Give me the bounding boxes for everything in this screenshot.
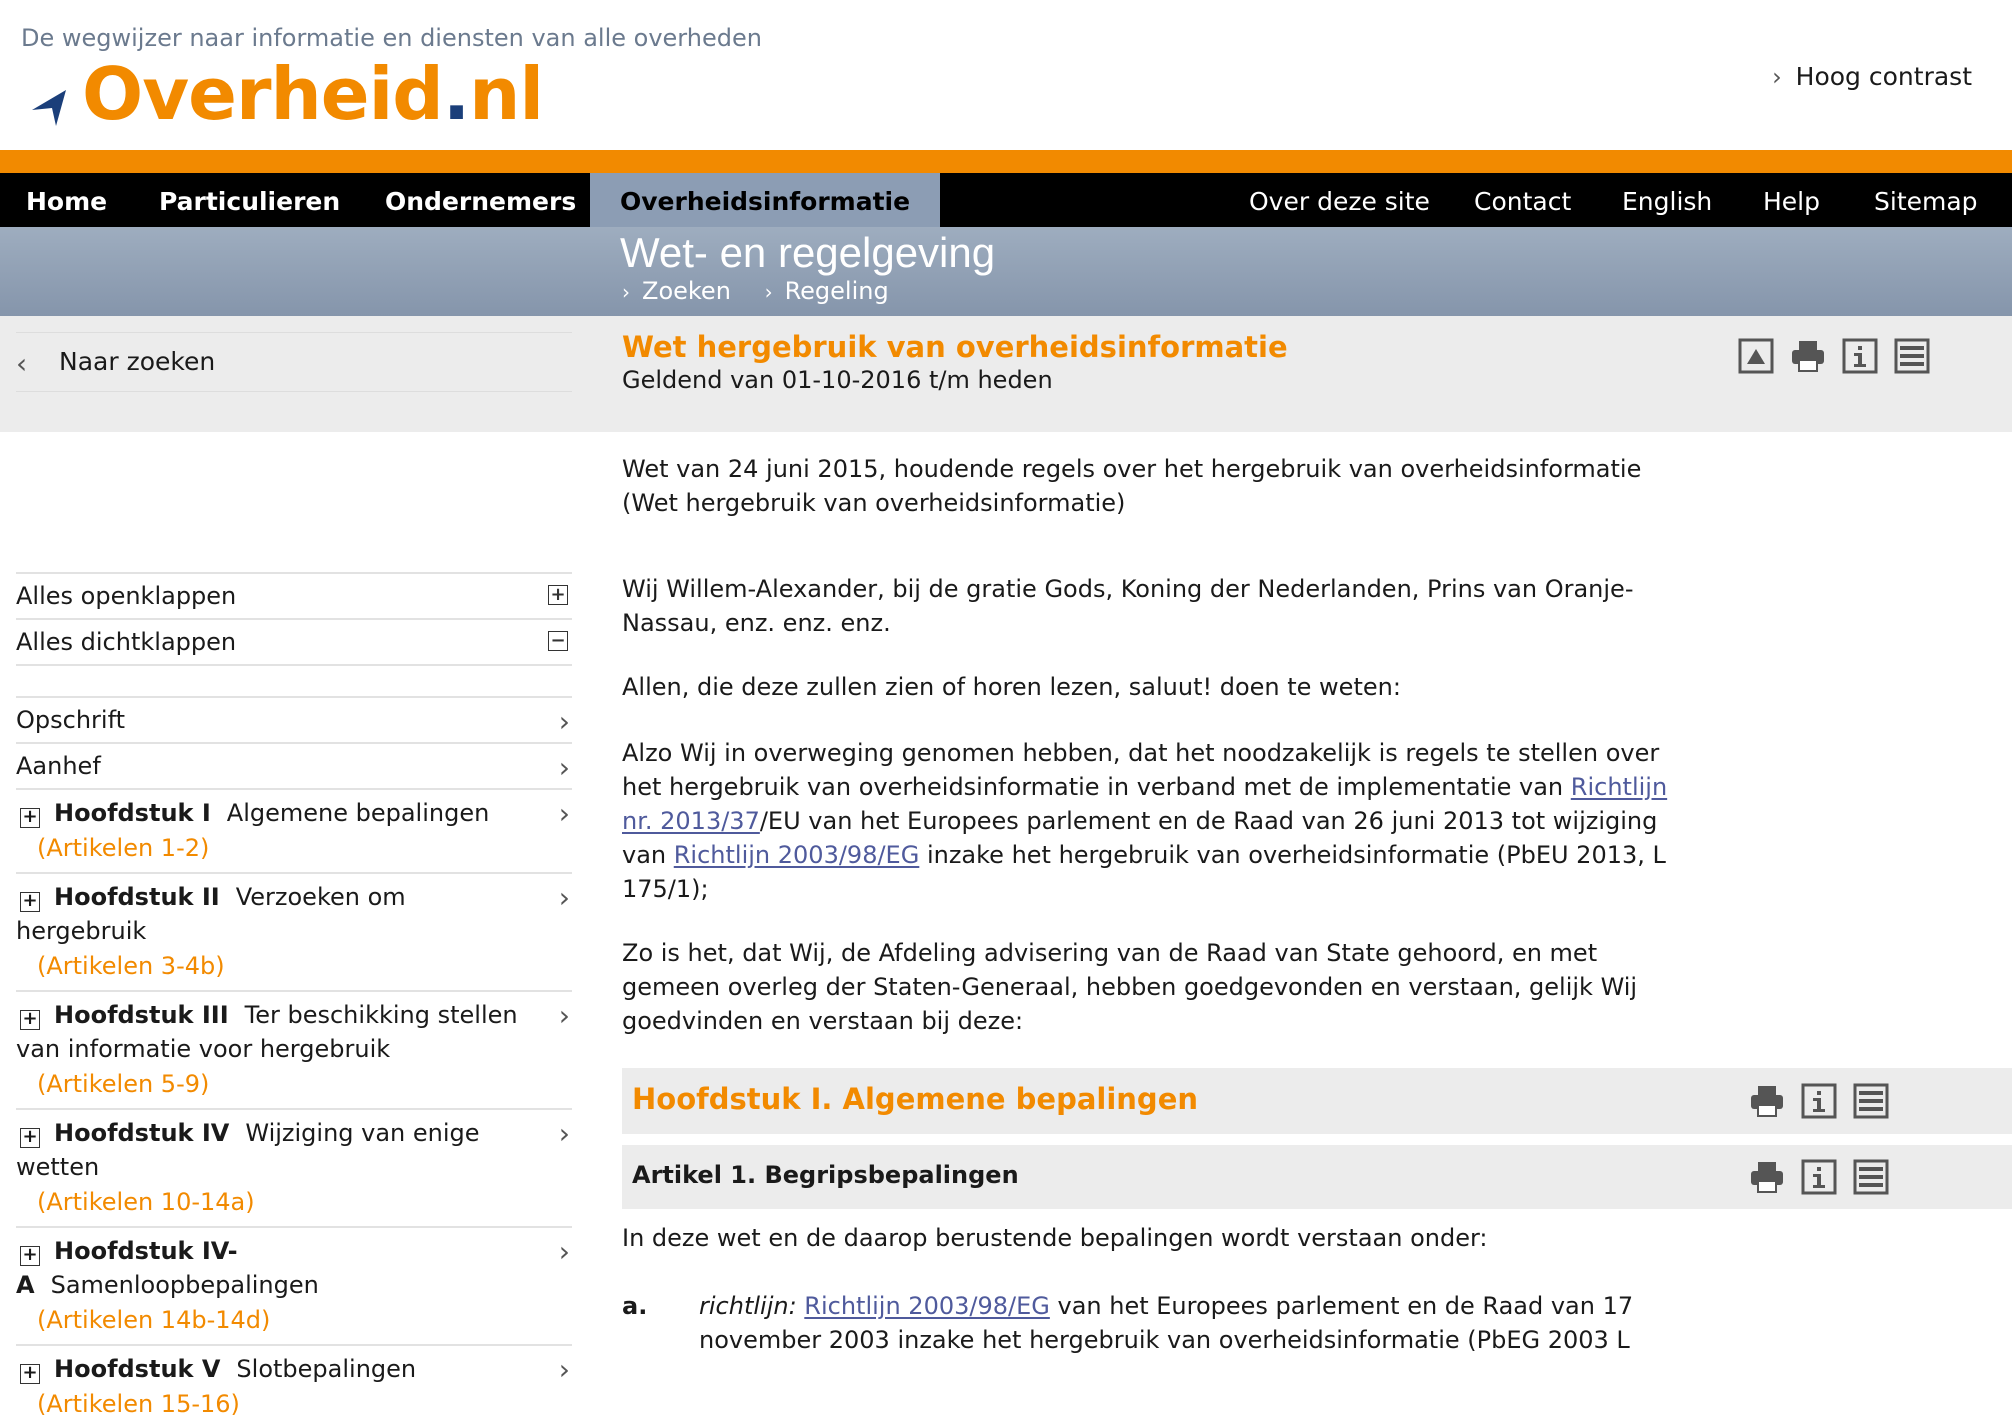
chevron-left-icon: ‹ xyxy=(16,347,28,380)
back-to-search-link[interactable]: ‹ Naar zoeken xyxy=(16,332,572,392)
section-banner xyxy=(0,227,2012,316)
nav-overheidsinformatie[interactable]: Overheidsinformatie xyxy=(590,173,940,227)
top-icon[interactable] xyxy=(1738,338,1774,374)
toc-icon[interactable] xyxy=(1853,1083,1889,1119)
toc-chapter[interactable]: + Hoofdstuk IV-A Samenloopbepalingen (Artikelen 14b-14d) › xyxy=(16,1226,572,1344)
directive-2003-98-link[interactable]: Richtlijn 2003/98/EG xyxy=(804,1292,1050,1320)
site-header xyxy=(0,0,2012,150)
chevron-right-icon: › xyxy=(558,881,570,914)
toc-chapter[interactable]: + Hoofdstuk V Slotbepalingen (Artikelen 15-16) › xyxy=(16,1344,572,1428)
chevron-right-icon: › xyxy=(558,751,570,784)
info-icon[interactable] xyxy=(1842,338,1878,374)
breadcrumb-zoeken[interactable]: Zoeken xyxy=(642,277,731,305)
expand-icon[interactable]: + xyxy=(20,1010,40,1030)
chevron-right-icon: › xyxy=(558,1235,570,1268)
info-icon[interactable] xyxy=(1801,1159,1837,1195)
nav-over-deze-site[interactable]: Over deze site xyxy=(1249,187,1430,216)
site-logo[interactable] xyxy=(26,52,544,136)
orange-divider xyxy=(0,150,2012,173)
expand-icon[interactable]: + xyxy=(20,1128,40,1148)
toc-icon[interactable] xyxy=(1894,338,1930,374)
expand-all-button[interactable]: Alles openklappen + xyxy=(16,572,572,618)
chevron-right-icon: › xyxy=(764,280,773,304)
chevron-right-icon: › xyxy=(1772,63,1782,91)
nav-particulieren[interactable]: Particulieren xyxy=(159,187,341,216)
toc-chapter[interactable]: + Hoofdstuk III Ter beschikking stellen van informatie voor hergebruik (Artikelen 5-9) › xyxy=(16,990,572,1108)
toc-chapter[interactable]: + Hoofdstuk II Verzoeken om hergebruik (Artikelen 3-4b) › xyxy=(16,872,572,990)
toc-sidebar xyxy=(16,572,572,1428)
expand-icon[interactable]: + xyxy=(20,1246,40,1266)
collapse-all-button[interactable]: Alles dichtklappen − xyxy=(16,618,572,664)
directive-2003-98-link[interactable]: Richtlijn 2003/98/EG xyxy=(673,841,920,869)
toc-icon[interactable] xyxy=(1853,1159,1889,1195)
nav-contact[interactable]: Contact xyxy=(1474,187,1572,216)
chapter-title: Hoofdstuk I. Algemene bepalingen xyxy=(632,1082,1199,1116)
greeting-paragraph: Allen, die deze zullen zien of horen lezen, saluut! doen te weten: xyxy=(622,673,1401,701)
chevron-right-icon: › xyxy=(558,999,570,1032)
document-title: Wet hergebruik van overheidsinformatie xyxy=(622,330,1288,364)
article-heading-bar xyxy=(622,1145,2012,1209)
toc-chapter[interactable]: + Hoofdstuk IV Wijziging van enige wetten (Artikelen 10-14a) › xyxy=(16,1108,572,1226)
chevron-right-icon: › xyxy=(558,1117,570,1150)
chapter-heading-bar xyxy=(622,1068,2012,1134)
main-nav xyxy=(0,173,2012,227)
breadcrumb-regeling[interactable]: Regeling xyxy=(784,277,889,305)
chevron-right-icon: › xyxy=(558,705,570,738)
consideration-paragraph: Alzo Wij in overweging genomen hebben, dat het noodzakelijk is regels te stellen over het hergebruik van overheidsinformatie in verband met de implementatie van Richtlijn nr. 2013/37/EU van het Europees parlement en de Raad van 26 juni 2013 tot wijziging van Richtlijn 2003/98/EG inzake het hergebruik van overheidsinformatie (PbEU 2013, L 175/1); xyxy=(622,739,1668,903)
law-intro: Wet van 24 juni 2015, houdende regels over het hergebruik van overheidsinformatie (Wet hergebruik van overheidsinformatie) xyxy=(622,455,1642,517)
document-header xyxy=(0,316,2012,432)
document-validity: Geldend van 01-10-2016 t/m heden xyxy=(622,366,1053,394)
nav-english[interactable]: English xyxy=(1622,187,1713,216)
king-paragraph: Wij Willem-Alexander, bij de gratie Gods, Koning der Nederlanden, Prins van Oranje-Nassau, enz. enz. enz. xyxy=(622,575,1634,637)
print-icon[interactable] xyxy=(1790,338,1826,374)
article-intro: In deze wet en de daarop berustende bepalingen wordt verstaan onder: xyxy=(622,1224,1488,1252)
toc-aanhef[interactable]: Aanhef › xyxy=(16,742,572,788)
enactment-paragraph: Zo is het, dat Wij, de Afdeling advisering van de Raad van State gehoord, en met gemeen overleg der Staten-Generaal, hebben goedgevonden en verstaan, gelijk Wij goedvinden en verstaan bij deze: xyxy=(622,939,1638,1035)
section-title: Wet- en regelgeving xyxy=(620,229,996,276)
chevron-right-icon: › xyxy=(622,280,630,304)
nav-home[interactable]: Home xyxy=(26,187,108,216)
article-title: Artikel 1. Begripsbepalingen xyxy=(632,1161,1019,1189)
nav-ondernemers[interactable]: Ondernemers xyxy=(385,187,577,216)
info-icon[interactable] xyxy=(1801,1083,1837,1119)
plus-box-icon: + xyxy=(548,585,568,605)
sidebar-divider xyxy=(16,664,572,696)
chevron-right-icon: › xyxy=(558,1353,570,1386)
print-icon[interactable] xyxy=(1749,1159,1785,1195)
nav-help[interactable]: Help xyxy=(1763,187,1820,216)
definition-label: a. xyxy=(622,1292,648,1320)
breadcrumb xyxy=(622,277,915,305)
definition-text: richtlijn: Richtlijn 2003/98/EG van het Europees parlement en de Raad van 17 november 2003 inzake het hergebruik van overheidsinformatie (PbEG 2003 L xyxy=(699,1292,1634,1354)
toc-opschrift[interactable]: Opschrift › xyxy=(16,696,572,742)
minus-box-icon: − xyxy=(548,631,568,651)
print-icon[interactable] xyxy=(1749,1083,1785,1119)
high-contrast-link[interactable]: › Hoog contrast xyxy=(1772,62,1972,91)
site-tagline: De wegwijzer naar informatie en diensten van alle overheden xyxy=(21,24,762,52)
expand-icon[interactable]: + xyxy=(20,808,40,828)
logo-text: Overheid.nl xyxy=(82,52,544,136)
chevron-right-icon: › xyxy=(558,797,570,830)
expand-icon[interactable]: + xyxy=(20,892,40,912)
directive-2013-37-link[interactable]: Richtlijn nr. 2013/37 xyxy=(622,773,1668,835)
toc-chapter[interactable]: + Hoofdstuk I Algemene bepalingen (Artikelen 1-2) › xyxy=(16,788,572,872)
nav-sitemap[interactable]: Sitemap xyxy=(1874,187,1978,216)
expand-icon[interactable]: + xyxy=(20,1364,40,1384)
